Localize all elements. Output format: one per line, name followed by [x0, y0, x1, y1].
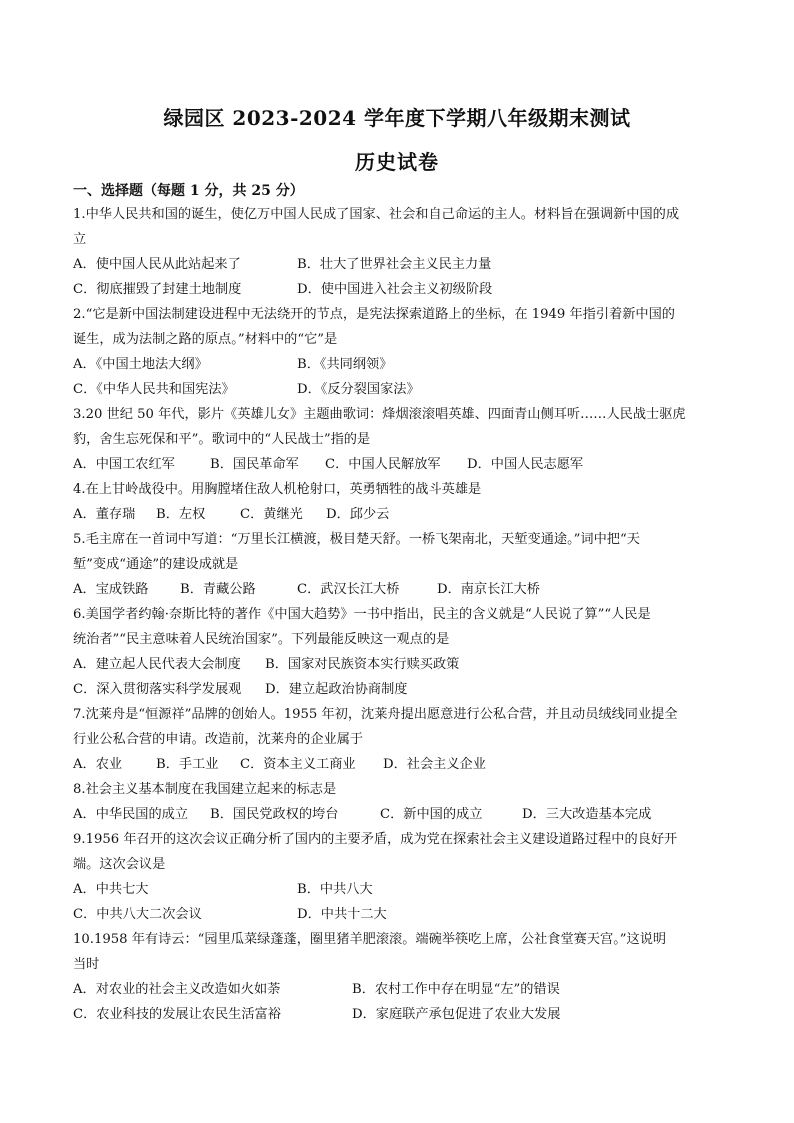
question-6-option-a: A．建立起人民代表大会制度: [73, 657, 241, 672]
question-10-line-2: 当时: [73, 957, 100, 972]
question-7-option-b: B．手工业: [156, 757, 219, 772]
question-7-line-2: 行业公私合营的申请。改造前，沈莱舟的企业属于: [73, 732, 364, 747]
question-8-option-b: B．国民党政权的垮台: [210, 807, 339, 822]
question-1-line-2: 立: [73, 232, 87, 247]
question-10-option-c: C．农业科技的发展让农民生活富裕: [73, 1007, 281, 1022]
question-5-option-a: A．宝成铁路: [73, 582, 149, 597]
question-6-option-c: C．深入贯彻落实科学发展观: [73, 682, 242, 697]
question-1-option-d: D．使中国进入社会主义初级阶段: [297, 282, 493, 297]
question-5-option-b: B．青藏公路: [180, 582, 256, 597]
question-3-option-d: D．中国人民志愿军: [467, 457, 584, 472]
question-6-option-d: D．建立起政治协商制度: [265, 682, 408, 697]
question-3-line-1: 3.20 世纪 50 年代，影片《英雄儿女》主题曲歌词：烽烟滚滚唱英雄、四面青山侧耳听……人民战士驱虎: [73, 407, 686, 422]
question-1-option-b: B．壮大了世界社会主义民主力量: [297, 257, 492, 272]
question-2-line-1: 2.“它是新中国法制建设进程中无法绕开的节点，是宪法探索道路上的坐标，在 1949 年指引着新中国的: [73, 307, 675, 322]
question-8-line-1: 8.社会主义基本制度在我国建立起来的标志是: [73, 782, 337, 797]
question-9-line-1: 9.1956 年召开的这次会议正确分析了国内的主要矛盾，成为党在探索社会主义建设道路过程中的良好开: [73, 832, 678, 847]
question-1-option-c: C．彻底摧毁了封建土地制度: [73, 282, 242, 297]
question-7-option-c: C．资本主义工商业: [240, 757, 356, 772]
question-2-option-d: D．《反分裂国家法》: [297, 382, 420, 397]
question-9-option-c: C．中共八大二次会议: [73, 907, 202, 922]
question-2-line-2: 诞生，成为法制之路的原点。”材料中的“它”是: [73, 332, 338, 347]
question-2-option-c: C．《中华人民共和国宪法》: [73, 382, 235, 397]
section-heading: 一、选择题（每题 1 分，共 25 分）: [73, 183, 304, 199]
exam-subtitle: 历史试卷: [355, 150, 439, 174]
question-4-option-a: A．董存瑞: [73, 507, 136, 522]
question-10-option-d: D．家庭联产承包促进了农业大发展: [352, 1007, 561, 1022]
question-9-option-a: A．中共七大: [73, 882, 149, 897]
question-6-option-b: B．国家对民族资本实行赎买政策: [265, 657, 460, 672]
question-4-option-d: D．邱少云: [326, 507, 390, 522]
question-7-option-a: A．农业: [73, 757, 123, 772]
question-5-line-2: 堑”变成“通途”的建设成就是: [73, 557, 239, 572]
question-1-line-1: 1.中华人民共和国的诞生，使亿万中国人民成了国家、社会和自己命运的主人。材料旨在强调新中国的成: [73, 207, 680, 222]
question-4-line-1: 4.在上甘岭战役中。用胸膛堵住敌人机枪射口，英勇牺牲的战斗英雄是: [73, 482, 482, 497]
question-3-option-b: B．国民革命军: [210, 457, 299, 472]
question-7-option-d: D．社会主义企业: [383, 757, 486, 772]
question-3-line-2: 豹，舍生忘死保和平”。歌词中的“人民战士”指的是: [73, 432, 371, 447]
question-5-option-c: C．武汉长江大桥: [297, 582, 400, 597]
question-3-option-a: A．中国工农红军: [73, 457, 175, 472]
question-2-option-b: B．《共同纲领》: [297, 357, 393, 372]
question-9-option-d: D．中共十二大: [297, 907, 387, 922]
question-5-line-1: 5.毛主席在一首词中写道：“万里长江横渡，极目楚天舒。一桥飞架南北，天堑变通途。”词中把“天: [73, 532, 640, 547]
question-8-option-d: D．三大改造基本完成: [522, 807, 652, 822]
question-3-option-c: C．中国人民解放军: [325, 457, 441, 472]
question-4-option-b: B．左权: [156, 507, 206, 522]
question-7-line-1: 7.沈莱舟是“恒源祥”品牌的创始人。1955 年初，沈莱舟提出愿意进行公私合营，并且动员绒线同业提全: [73, 707, 678, 722]
question-9-line-2: 端。这次会议是: [73, 857, 166, 872]
question-10-option-a: A．对农业的社会主义改造如火如荼: [73, 982, 281, 997]
question-1-option-a: A．使中国人民从此站起来了: [73, 257, 241, 272]
question-9-option-b: B．中共八大: [297, 882, 373, 897]
question-5-option-d: D．南京长江大桥: [437, 582, 540, 597]
question-2-option-a: A．《中国土地法大纲》: [73, 357, 208, 372]
question-8-option-a: A．中华民国的成立: [73, 807, 189, 822]
exam-title: 绿园区 2023-2024 学年度下学期八年级期末测试: [163, 106, 631, 130]
question-6-line-1: 6.美国学者约翰·奈斯比特的著作《中国大趋势》一书中指出，民主的含义就是“人民说了算”“人民是: [73, 607, 651, 622]
question-10-line-1: 10.1958 年有诗云：“园里瓜菜绿蓬蓬，圈里猪羊肥滚滚。端碗举筷吃上席，公社食堂赛天宫。”这说明: [73, 932, 667, 947]
question-10-option-b: B．农村工作中存在明显“左”的错误: [352, 982, 560, 997]
question-8-option-c: C．新中国的成立: [380, 807, 483, 822]
question-4-option-c: C．黄继光: [240, 507, 303, 522]
question-6-line-2: 统治者”“民主意味着人民统治国家”。下列最能反映这一观点的是: [73, 632, 450, 647]
